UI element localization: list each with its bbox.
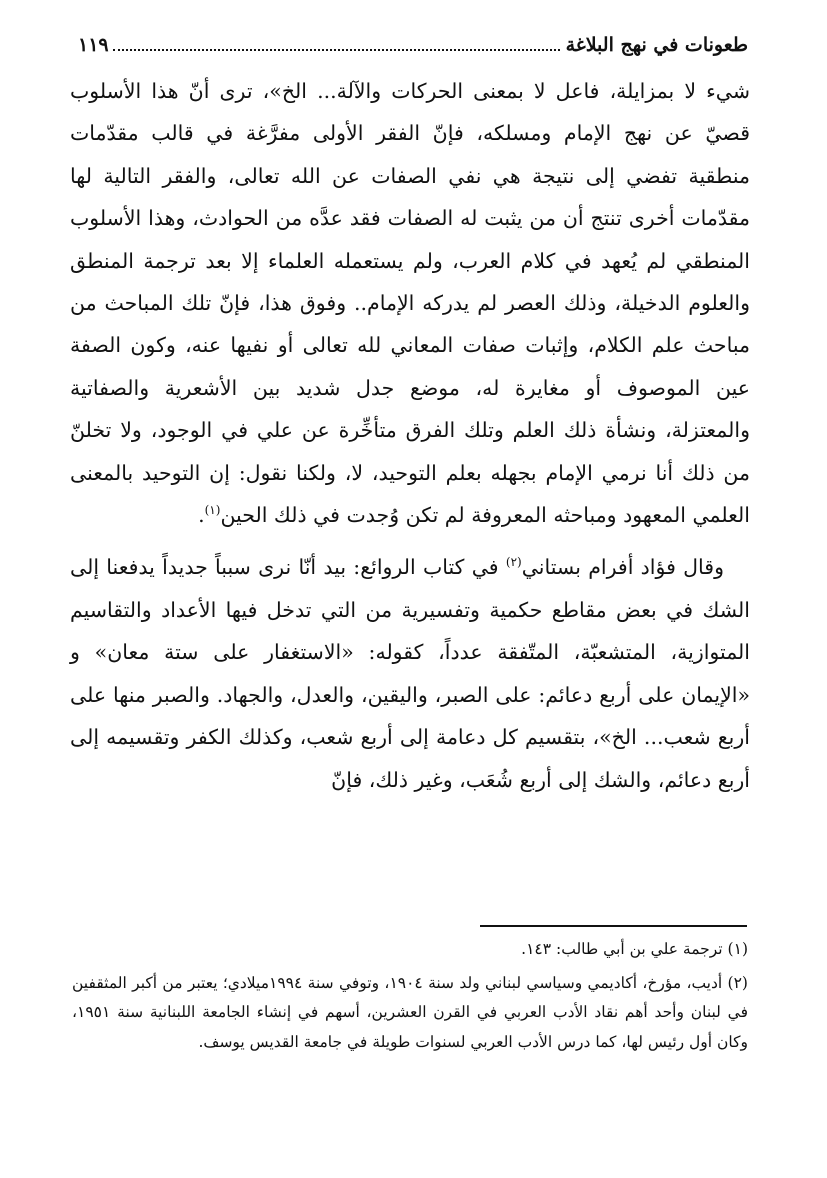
- footnote-2: (٢) أديب، مؤرخ، أكاديمي وسياسي لبناني ولد سنة ١٩٠٤، وتوفي سنة ١٩٩٤ميلادي؛ يعتبر من أكبر المثقفين في لبنان وأحد أهم نقاد الأدب العربي في القرن العشرين، أسهم في إنشاء الجامعة اللبنانية سنة ١٩٥١، وكان أول رئيس لها، كما درس الأدب العربي لسنوات طويلة في جامعة القديس يوسف.: [72, 973, 748, 1051]
- footnote-ref-2[interactable]: (٢): [505, 555, 522, 570]
- paragraph-2: [70, 546, 750, 800]
- paragraph-1-end: .: [198, 503, 205, 528]
- paragraph-2-text: في كتاب الروائع: بيد أنّا نرى سبباً جديداً يدفعنا إلى الشك في بعض مقاطع حكمية وتفسيرية من التي تدخل فيها الأعداد والتقاسيم المتوازية، المتشعبّة، المتّفقة عدداً، كقوله: «الاستغفار على ستة معان» و «الإيمان على أربع دعائم: على الصبر، واليقين، والعدل، والجهاد. والصبر منها على أربع شعب... الخ»، بتقسيم كل دعامة إلى أربع شعب، وكذلك الكفر وتقسيمه إلى أربع دعائم، والشك إلى أربع شُعَب، وغير ذلك، فإنّ: [70, 555, 750, 792]
- footnotes: [72, 935, 748, 1057]
- paragraph-1-text: شيء لا بمزايلة، فاعل لا بمعنى الحركات والآلة... الخ»، ترى أنّ هذا الأسلوب قصيّ عن نهج الإمام ومسلكه، فإنّ الفقر الأولى مفرَّغة في قالب مقدّمات منطقية تفضي إلى نتيجة هي نفي الصفات عن الله تعالى، والفقر التالية لها مقدّمات أخرى تنتج أن من يثبت له الصفات فقد عدَّه من الحوادث، وهذا الأسلوب المنطقي لم يُعهد في كلام العرب، ولم يستعمله العلماء إلا بعد ترجمة المنطق والعلوم الدخيلة، وذلك العصر لم يدركه الإمام.. وفوق هذا، فإنّ تلك المباحث من مباحث علم الكلام، وإثبات صفات المعاني لله تعالى أو نفيها عنه، وكون الصفة عين الموصوف أو مغايرة له، موضع جدل شديد بين الأشعرية والصفاتية والمعتزلة، ونشأة ذلك العلم وتلك الفرق متأخِّرة عن علي في الوجود، ولا تخلنّ من ذلك أنا نرمي الإمام بجهله بعلم التوحيد، لا، ولكنا نقول: إن التوحيد بالمعنى العلمي المعهود ومباحثه المعروفة لم تكن وُجدت في ذلك الحين: [70, 79, 750, 528]
- footnote-separator: [480, 925, 747, 927]
- footnote-1: (١) ترجمة علي بن أبي طالب: ١٤٣.: [521, 940, 748, 958]
- book-title: طعونات في نهج البلاغة: [565, 34, 748, 56]
- page-number: ١١٩: [78, 34, 109, 56]
- header-dot-leader: [113, 49, 560, 51]
- paragraph-2-start: وقال فؤاد أفرام بستاني: [521, 555, 724, 580]
- main-text: [70, 70, 750, 801]
- paragraph-1: [70, 70, 750, 536]
- running-header: [78, 26, 748, 60]
- footnote-ref-1[interactable]: (١): [204, 503, 221, 518]
